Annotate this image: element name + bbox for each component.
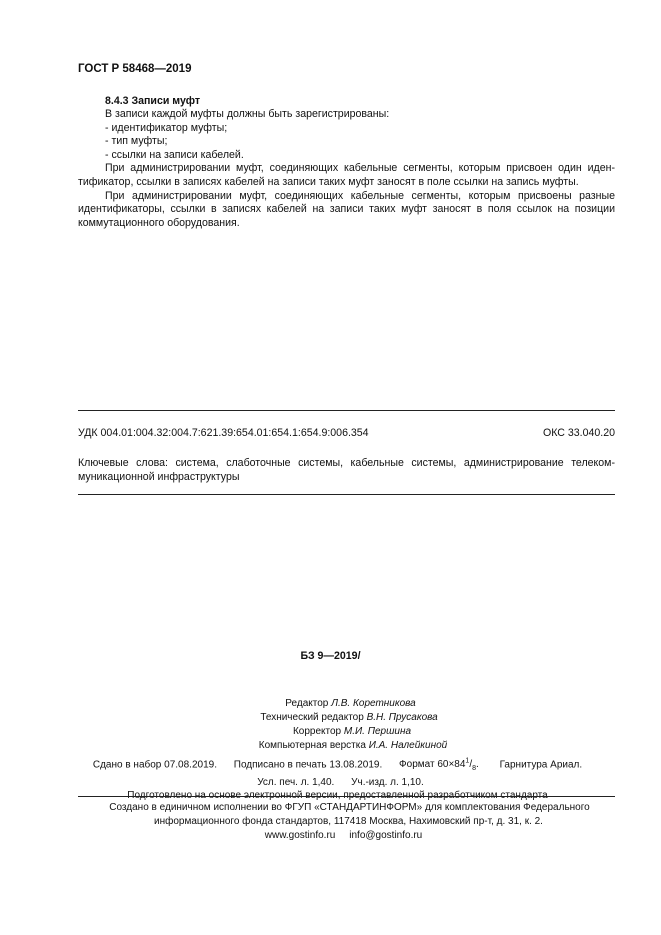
- credit-name: Л.В. Коретникова: [331, 698, 416, 709]
- udk-code: УДК 004.01:004.32:004.7:621.39:654.01:654.1:654.9:006.354: [78, 427, 369, 439]
- keywords-line: муникационной инфраструктуры: [78, 470, 240, 483]
- editorial-credits: [0, 697, 661, 753]
- paragraph-line: При администрировании муфт, соединяющих кабельные сегменты, которым присвоен один иден-: [105, 162, 615, 175]
- credit-tech-editor: [0, 711, 661, 725]
- credit-name: И.А. Налейкиной: [368, 740, 448, 751]
- format-label: Формат 60×84: [399, 759, 466, 771]
- font-info: Гарнитура Ариал.: [499, 759, 583, 771]
- pub-sheets: Уч.-изд. л. 1,10.: [351, 776, 424, 788]
- email-link[interactable]: info@gostinfo.ru: [349, 830, 423, 841]
- format-denominator: 8: [472, 765, 477, 773]
- credit-layout: [0, 739, 661, 753]
- divider: [78, 410, 615, 411]
- credit-name: В.Н. Прусакова: [366, 712, 438, 723]
- credit-editor: [0, 697, 661, 711]
- credit-label: Корректор: [292, 726, 342, 737]
- section-body: [78, 108, 615, 230]
- paragraph-line: коммутационного оборудования.: [78, 216, 240, 229]
- oks-code: ОКС 33.040.20: [542, 427, 615, 439]
- section-intro: В записи каждой муфты должны быть зарегистрированы:: [105, 108, 390, 120]
- format-end: .: [476, 759, 479, 771]
- format-numerator: 1: [465, 758, 470, 765]
- paragraph-line: При администрировании муфт, соединяющих кабельные сегменты, которым присвоены разные: [105, 189, 615, 202]
- list-item: - ссылки на записи кабелей.: [105, 148, 244, 161]
- credit-name: М.И. Першина: [343, 726, 412, 737]
- divider: [78, 494, 615, 495]
- footer-contacts: [0, 829, 661, 843]
- bz-number: БЗ 9—2019/: [300, 650, 361, 662]
- footer-line: информационного фонда стандартов, 117418 Москва, Нахимовский пр-т, д. 31, к. 2.: [154, 816, 543, 827]
- publication-line: [0, 776, 661, 790]
- section-heading: 8.4.3 Записи муфт: [105, 95, 201, 107]
- list-item: - тип муфты;: [105, 135, 168, 148]
- prepared-note: Подготовлено на основе электронной версии, предоставленной разработчиком стандарта: [127, 790, 548, 802]
- website-link[interactable]: www.gostinfo.ru: [264, 830, 336, 841]
- paragraph-line: тификатор, ссылки в записях кабелей на записи таких муфт заносят в поле ссылки на запись муфты.: [78, 175, 579, 188]
- credit-corrector: [0, 725, 661, 739]
- credit-label: Компьютерная верстка: [258, 740, 366, 751]
- credit-label: Технический редактор: [260, 712, 364, 723]
- publication-line: [0, 755, 661, 776]
- keywords: [78, 457, 615, 484]
- divider: [78, 796, 615, 797]
- print-sheets: Усл. печ. л. 1,40.: [257, 776, 335, 788]
- list-item: - идентификатор муфты;: [105, 121, 228, 134]
- standard-number: ГОСТ Р 58468—2019: [78, 63, 192, 75]
- footer: [0, 801, 661, 843]
- sent-date: Сдано в набор 07.08.2019.: [92, 759, 217, 771]
- signed-date: Подписано в печать 13.08.2019.: [233, 759, 383, 771]
- keywords-line: Ключевые слова: система, слаботочные системы, кабельные системы, администрирование телеком-: [78, 457, 615, 469]
- format-info: Формат $60\times 84^1/_8$.: [399, 758, 479, 773]
- credit-label: Редактор: [285, 698, 329, 709]
- paragraph-line: идентификаторы, ссылки в записях кабелей на записи таких муфт заносят в поля ссылок на позиции: [78, 203, 615, 216]
- footer-line: Создано в единичном исполнении во ФГУП «СТАНДАРТИНФОРМ» для комплектования Федерального: [109, 802, 590, 813]
